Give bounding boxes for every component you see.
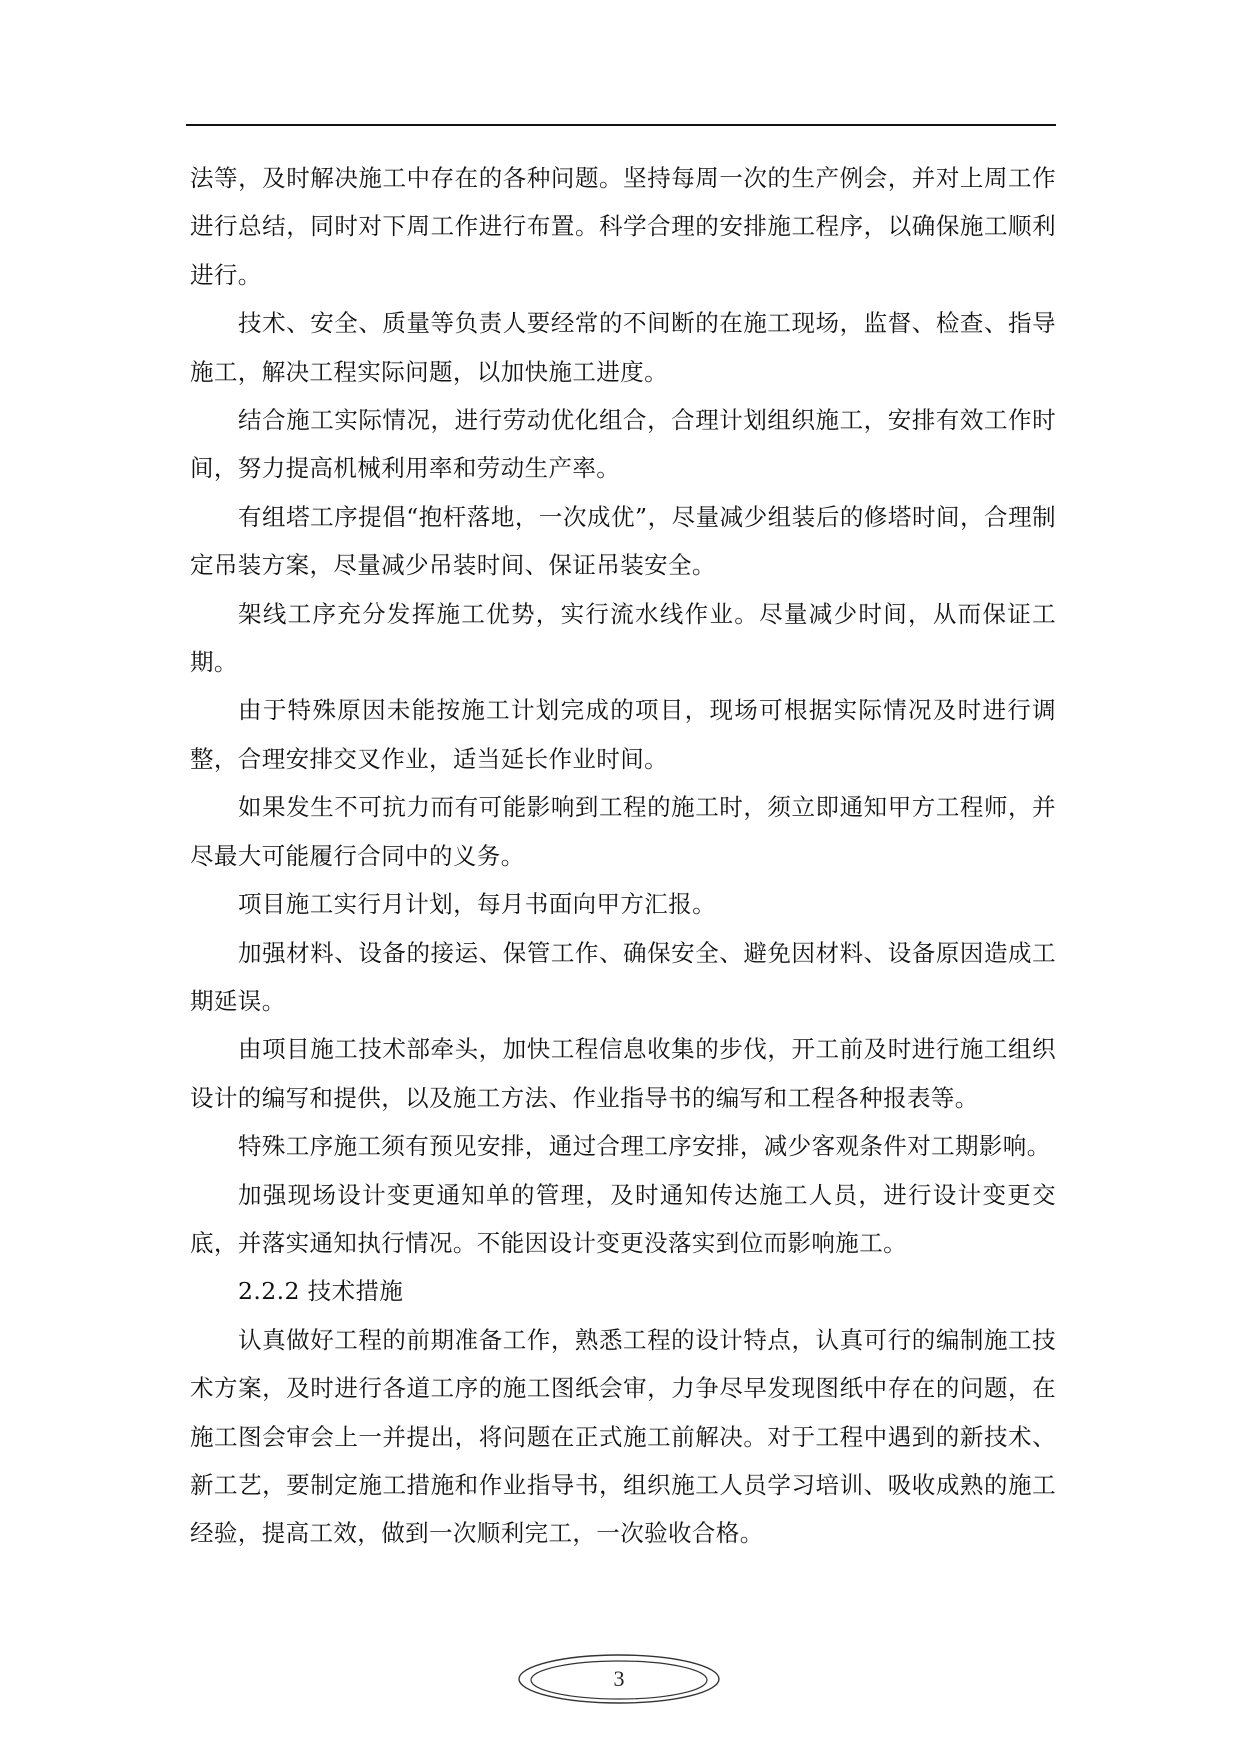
paragraph: 由项目施工技术部牵头，加快工程信息收集的步伐，开工前及时进行施工组织设计的编写和提供，以及施工方法、作业指导书的编写和工程各种报表等。 — [190, 1035, 1056, 1112]
paragraph: 项目施工实行月计划，每月书面向甲方汇报。 — [238, 890, 716, 919]
paragraph: 法等，及时解决施工中存在的各种问题。坚持每周一次的生产例会，并对上周工作进行总结，同时对下周工作进行布置。科学合理的安排施工程序，以确保施工顺利进行。 — [190, 164, 1056, 289]
paragraph: 技术、安全、质量等负责人要经常的不间断的在施工现场，监督、检查、指导施工，解决工程实际问题，以加快施工进度。 — [190, 309, 1056, 386]
paragraph: 加强现场设计变更通知单的管理，及时通知传达施工人员，进行设计变更交底，并落实通知执行情况。不能因设计变更没落实到位而影响施工。 — [190, 1180, 1056, 1257]
paragraph: 加强材料、设备的接运、保管工作、确保安全、避免因材料、设备原因造成工期延误。 — [190, 938, 1056, 1015]
page-number: 3 — [613, 1666, 625, 1691]
paragraph: 有组塔工序提倡“抱杆落地，一次成优”，尽量减少组装后的修塔时间，合理制定吊装方案，尽量减少吊装时间、保证吊装安全。 — [190, 502, 1056, 580]
paragraph: 如果发生不可抗力而有可能影响到工程的施工时，须立即通知甲方工程师，并尽最大可能履行合同中的义务。 — [190, 793, 1056, 870]
document-body — [190, 154, 1056, 1558]
header-rule — [186, 124, 1056, 126]
paragraph: 架线工序充分发挥施工优势，实行流水线作业。尽量减少时间，从而保证工期。 — [190, 599, 1056, 677]
paragraph: 结合施工实际情况，进行劳动优化组合，合理计划组织施工，安排有效工作时间，努力提高机械利用率和劳动生产率。 — [190, 406, 1056, 483]
paragraph: 特殊工序施工须有预见安排，通过合理工序安排，减少客观条件对工期影响。 — [238, 1132, 1051, 1161]
paragraph: 2.2.2 技术措施 — [238, 1277, 404, 1306]
paragraph: 由于特殊原因未能按施工计划完成的项目，现场可根据实际情况及时进行调整，合理安排交叉作业，适当延长作业时间。 — [190, 696, 1056, 773]
page-number-badge — [516, 1652, 722, 1706]
paragraph: 认真做好工程的前期准备工作，熟悉工程的设计特点，认真可行的编制施工技术方案，及时进行各道工序的施工图纸会审，力争尽早发现图纸中存在的问题，在施工图会审会上一并提出，将问题在正式施工前解决。对于工程中遇到的新技术、新工艺，要制定施工措施和作业指导书，组织施工人员学习培训、吸收成熟的施工经验，提高工效，做到一次顺利完工，一次验收合格。 — [190, 1325, 1056, 1548]
